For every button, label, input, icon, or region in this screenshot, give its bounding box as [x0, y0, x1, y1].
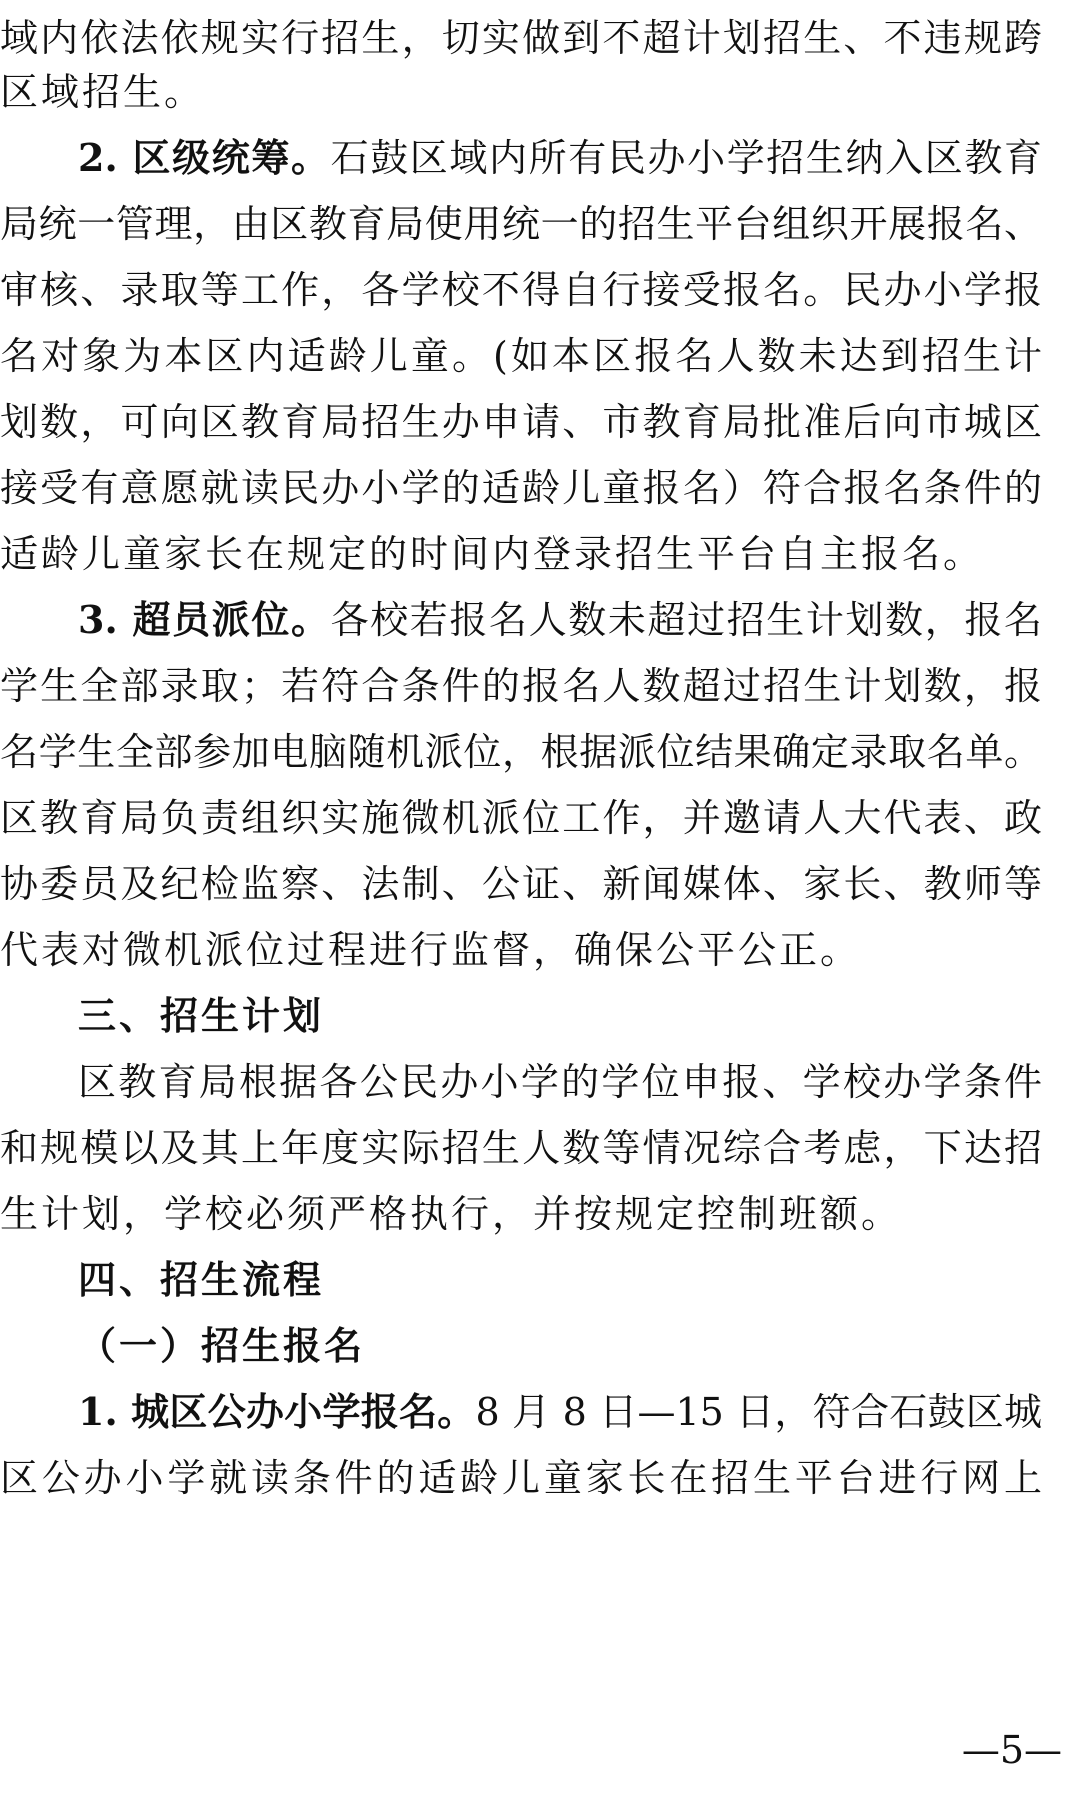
item-heading-line: 1. 城区公办小学报名。8 月 8 日—15 日，符合石鼓区城 — [78, 1389, 1042, 1434]
text-line: 域内依法依规实行招生，切实做到不超计划招生、不违规跨 — [0, 16, 1042, 60]
text-line: 接受有意愿就读民办小学的适龄儿童报名）符合报名条件的 — [0, 466, 1042, 510]
text-line: 局统一管理，由区教育局使用统一的招生平台组织开展报名、 — [0, 202, 1042, 246]
text-line: 协委员及纪检监察、法制、公证、新闻媒体、家长、教师等 — [0, 862, 1042, 906]
text-line: 名学生全部参加电脑随机派位，根据派位结果确定录取名单。 — [0, 730, 1042, 774]
text-line: 区教育局负责组织实施微机派位工作，并邀请人大代表、政 — [0, 796, 1042, 840]
item-heading-line: 3. 超员派位。各校若报名人数未超过招生计划数，报名 — [78, 597, 1042, 642]
text-line: 名对象为本区内适龄儿童。(如本区报名人数未达到招生计 — [0, 334, 1042, 378]
item-heading: 1. 城区公办小学报名。 — [78, 1389, 476, 1434]
item-heading: 2. 区级统筹。 — [78, 135, 331, 180]
text-line: 区教育局根据各公民办小学的学位申报、学校办学条件 — [78, 1060, 1042, 1104]
text-line: 代表对微机派位过程进行监督，确保公平公正。 — [0, 928, 862, 972]
text-line: 审核、录取等工作，各学校不得自行接受报名。民办小学报 — [0, 268, 1042, 312]
text-line: 生计划，学校必须严格执行，并按规定控制班额。 — [0, 1192, 903, 1236]
text-line: 适龄儿童家长在规定的时间内登录招生平台自主报名。 — [0, 532, 985, 576]
subsection-heading: （一）招生报名 — [78, 1323, 366, 1368]
text-line: 学生全部录取；若符合条件的报名人数超过招生计划数，报 — [0, 664, 1042, 708]
text-line: 划数，可向区教育局招生办申请、市教育局批准后向市城区 — [0, 400, 1042, 444]
item-heading-line: 2. 区级统筹。石鼓区域内所有民办小学招生纳入区教育 — [78, 135, 1042, 180]
item-heading: 3. 超员派位。 — [78, 597, 331, 642]
text-line: 区公办小学就读条件的适龄儿童家长在招生平台进行网上 — [0, 1456, 1042, 1500]
section-heading: 三、招生计划 — [78, 993, 325, 1038]
text-line: 区域招生。 — [0, 70, 206, 114]
text-line: 和规模以及其上年度实际招生人数等情况综合考虑，下达招 — [0, 1126, 1042, 1170]
page-number: —5— — [961, 1728, 1062, 1772]
section-heading: 四、招生流程 — [78, 1257, 325, 1302]
